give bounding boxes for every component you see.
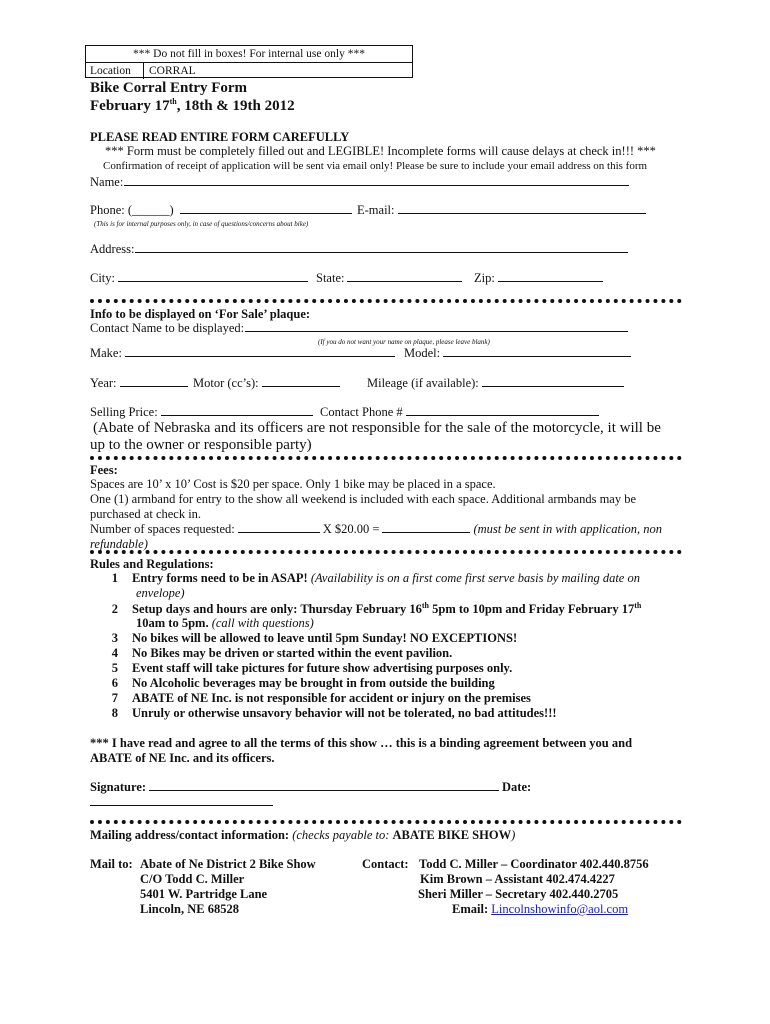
cost-multiplier: X $20.00 = xyxy=(322,522,380,536)
rule-item: 2 Setup days and hours are only: Thursday February 16th 5pm to 10pm and Friday February 17th xyxy=(111,601,642,617)
instructions-heading: PLEASE READ ENTIRE FORM CAREFULLY xyxy=(90,130,350,144)
name-field[interactable] xyxy=(90,175,632,190)
rule-item-continuation: 10am to 5pm. (call with questions) xyxy=(136,616,314,630)
phone-field[interactable] xyxy=(90,203,355,218)
model-field[interactable] xyxy=(404,346,634,361)
mailing-heading: Mailing address/contact information: (checks payable to: ABATE BIKE SHOW) xyxy=(90,828,516,842)
agreement-line-2: ABATE of NE Inc. and its officers. xyxy=(90,751,275,765)
contact-email-row xyxy=(452,902,628,917)
location-label: Location xyxy=(86,63,144,79)
state-field[interactable] xyxy=(316,271,465,286)
section-divider xyxy=(90,456,682,460)
name-label: Name: xyxy=(90,175,124,189)
rule-item: 6 No Alcoholic beverages may be brought in from outside the building xyxy=(111,676,495,690)
state-label: State: xyxy=(316,271,345,285)
contact-email-label: Email: xyxy=(452,902,489,916)
selling-price-label: Selling Price: xyxy=(90,405,158,419)
contact-phone-label: Contact Phone # xyxy=(320,405,403,419)
agreement-line-1: *** I have read and agree to all the terms of this show … this is a binding agreement between you and xyxy=(90,736,633,750)
section-divider xyxy=(90,550,682,554)
mail-address-line: C/O Todd C. Miller xyxy=(140,872,245,886)
contact-line: Sheri Miller – Secretary 402.440.2705 xyxy=(418,887,619,901)
spaces-requested-field[interactable] xyxy=(90,522,662,537)
location-value: CORRAL xyxy=(149,65,196,77)
internal-use-note: *** Do not fill in boxes! For internal use only *** xyxy=(86,46,412,63)
spaces-requested-label: Number of spaces requested: xyxy=(90,522,235,536)
fees-heading: Fees: xyxy=(90,463,118,477)
section-divider xyxy=(90,820,682,824)
rule-item: 1 Entry forms need to be in ASAP! (Availability is on a first come first serve basis by mailing date on xyxy=(111,571,640,585)
make-field[interactable] xyxy=(90,346,398,361)
mileage-label: Mileage (if available): xyxy=(367,376,479,390)
must-send-note: (must be sent in with application, non xyxy=(473,522,662,536)
contact-label: Contact: xyxy=(362,857,409,871)
plaque-contact-name-field[interactable] xyxy=(90,321,631,336)
contact-email-link[interactable]: Lincolnshowinfo@aol.com xyxy=(491,902,629,916)
contact-line: Todd C. Miller – Coordinator 402.440.8756 xyxy=(419,857,649,871)
plaque-heading: Info to be displayed on ‘For Sale’ plaque: xyxy=(90,307,311,321)
email-label: E-mail: xyxy=(357,203,395,217)
contact-line: Kim Brown – Assistant 402.474.4227 xyxy=(420,872,615,886)
email-field[interactable] xyxy=(357,203,649,218)
disclaimer-line-1: (Abate of Nebraska and its officers are not responsible for the sale of the motorcycle, it will be xyxy=(93,420,661,436)
internal-use-box xyxy=(85,45,413,78)
city-label: City: xyxy=(90,271,116,285)
plaque-contact-name-note: (If you do not want your name on plaque, please leave blank) xyxy=(318,338,490,346)
fees-line-1: Spaces are 10’ x 10’ Cost is $20 per space. Only 1 bike may be placed in a space. xyxy=(90,477,496,491)
rule-item: 7 ABATE of NE Inc. is not responsible for accident or injury on the premises xyxy=(111,691,531,705)
mail-address-line: 5401 W. Partridge Lane xyxy=(140,887,268,901)
rules-heading: Rules and Regulations: xyxy=(90,557,214,571)
signature-label: Signature: xyxy=(90,780,147,794)
fees-line-3: purchased at check in. xyxy=(90,507,202,521)
mail-to-label: Mail to: xyxy=(90,857,133,871)
disclaimer-line-2: up to the owner or responsible party) xyxy=(90,437,312,453)
rule-item-continuation: envelope) xyxy=(136,586,185,600)
address-field[interactable] xyxy=(90,242,631,257)
phone-label: Phone: (______) xyxy=(90,203,177,217)
phone-note: (This is for internal purposes only, in case of questions/concerns about bike) xyxy=(94,220,309,228)
section-divider xyxy=(90,299,682,303)
selling-price-field[interactable] xyxy=(90,405,316,420)
instructions-line-1: *** Form must be completely filled out and LEGIBLE! Incomplete forms will cause delays at check in!!! *** xyxy=(105,144,656,158)
rule-item: 5 Event staff will take pictures for future show advertising purposes only. xyxy=(111,661,513,675)
address-label: Address: xyxy=(90,242,135,256)
rule-item: 4 No Bikes may be driven or started within the event pavilion. xyxy=(111,646,453,660)
year-label: Year: xyxy=(90,376,117,390)
contact-phone-field[interactable] xyxy=(320,405,602,420)
zip-field[interactable] xyxy=(474,271,606,286)
rule-item: 3 No bikes will be allowed to leave until 5pm Sunday! NO EXCEPTIONS! xyxy=(111,631,518,645)
mileage-field[interactable] xyxy=(367,376,627,391)
model-label: Model: xyxy=(404,346,441,360)
year-field[interactable] xyxy=(90,376,191,391)
plaque-contact-name-label: Contact Name to be displayed: xyxy=(90,321,245,335)
signature-field[interactable] xyxy=(90,780,531,795)
date-line[interactable] xyxy=(90,805,273,806)
date-label: Date: xyxy=(502,780,532,794)
mail-address-line: Lincoln, NE 68528 xyxy=(140,902,239,916)
city-field[interactable] xyxy=(90,271,311,286)
fees-line-2: One (1) armband for entry to the show all weekend is included with each space. Additional armbands may be xyxy=(90,492,637,506)
motor-field[interactable] xyxy=(193,376,343,391)
event-dates: February 17th, 18th & 19th 2012 xyxy=(90,97,295,114)
refundable-note: refundable) xyxy=(90,537,148,551)
zip-label: Zip: xyxy=(474,271,495,285)
mail-address-line: Abate of Ne District 2 Bike Show xyxy=(140,857,316,871)
instructions-line-2: Confirmation of receipt of application will be sent via email only! Please be sure to include your email address on this form xyxy=(103,160,648,172)
motor-label: Motor (cc’s): xyxy=(193,376,259,390)
rule-item: 8 Unruly or otherwise unsavory behavior will not be tolerated, no bad attitudes!!! xyxy=(111,706,557,720)
form-title: Bike Corral Entry Form xyxy=(90,80,248,96)
make-label: Make: xyxy=(90,346,122,360)
